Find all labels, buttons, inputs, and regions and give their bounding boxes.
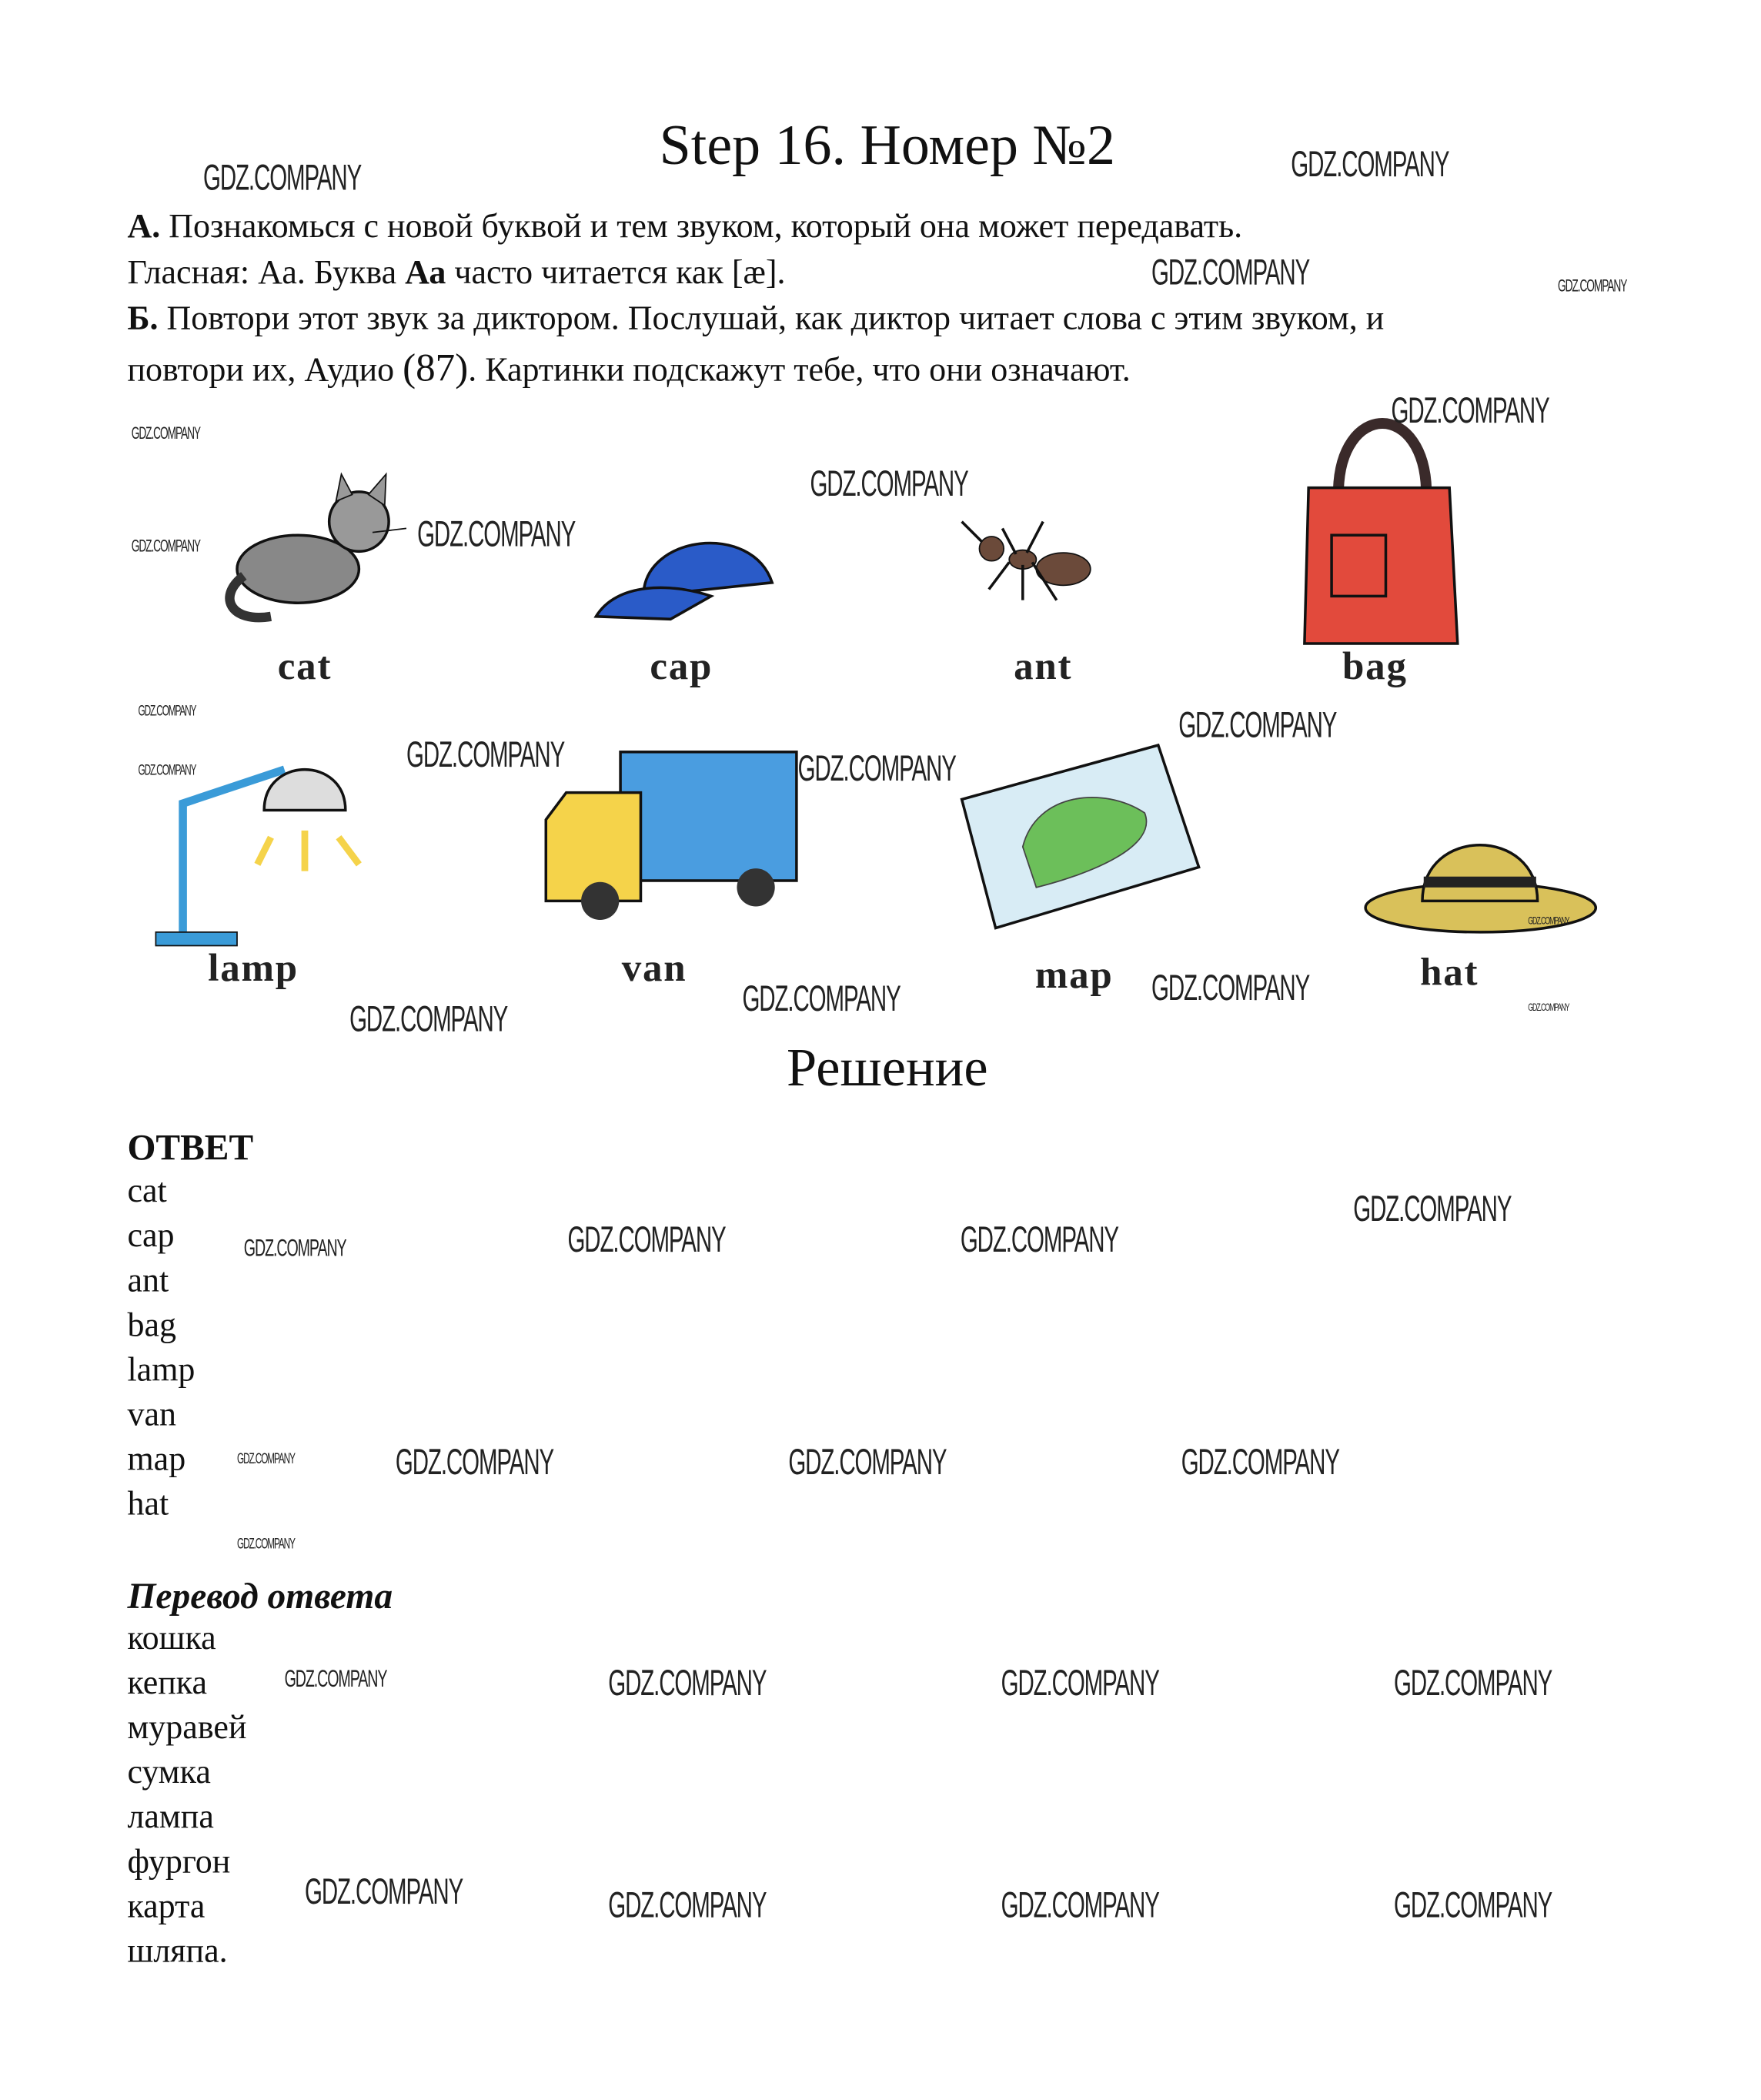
- answer-item: cat: [127, 1173, 167, 1210]
- watermark: GDZ.COMPANY: [788, 1441, 947, 1483]
- task-b-text: Повтори этот звук за диктором. Послушай, как диктор читает слова с этим звуком, и: [166, 300, 1385, 338]
- watermark: GDZ.COMPANY: [131, 423, 201, 443]
- watermark: GDZ.COMPANY: [797, 747, 956, 789]
- watermark: GDZ.COMPANY: [243, 1234, 346, 1262]
- translation-item: карта: [127, 1888, 206, 1925]
- translation-item: фургон: [127, 1844, 231, 1881]
- watermark: GDZ.COMPANY: [1178, 704, 1337, 745]
- watermark: GDZ.COMPANY: [1528, 1001, 1569, 1014]
- watermark: GDZ.COMPANY: [1001, 1662, 1159, 1704]
- watermark: GDZ.COMPANY: [284, 1665, 387, 1693]
- translation-item: кошка: [127, 1620, 216, 1657]
- vowel-text: Гласная: Аа. Буква: [127, 254, 406, 292]
- ant-icon: [948, 508, 1104, 610]
- page-title: Step 16. Номер №2: [659, 115, 1115, 178]
- task-b: [127, 301, 1384, 339]
- translation-item: шляпа.: [127, 1933, 228, 1971]
- watermark: GDZ.COMPANY: [138, 703, 196, 720]
- watermark: GDZ.COMPANY: [406, 734, 565, 775]
- cap-icon: [590, 522, 786, 630]
- answer-item: van: [127, 1396, 176, 1434]
- answer-item: map: [127, 1441, 186, 1479]
- vowel-text-2: часто читается как [æ].: [446, 254, 786, 292]
- watermark: GDZ.COMPANY: [567, 1219, 726, 1260]
- watermark: GDZ.COMPANY: [1151, 967, 1310, 1008]
- watermark: GDZ.COMPANY: [1394, 1662, 1552, 1704]
- van-icon: [539, 738, 803, 931]
- picture-label-cat: cat: [277, 644, 332, 689]
- task-a-text: Познакомься с новой буквой и тем звуком, который она может передавать.: [169, 209, 1243, 246]
- watermark: GDZ.COMPANY: [1353, 1188, 1512, 1229]
- watermark: GDZ.COMPANY: [138, 762, 196, 779]
- solution-heading: Решение: [787, 1036, 988, 1098]
- watermark: GDZ.COMPANY: [960, 1219, 1119, 1260]
- translation-item: кепка: [127, 1665, 208, 1702]
- task-b-2: [127, 347, 1130, 392]
- watermark: GDZ.COMPANY: [305, 1871, 463, 1912]
- answer-item: lamp: [127, 1352, 195, 1389]
- vowel-bold: Аа: [405, 254, 446, 292]
- picture-label-bag: bag: [1342, 644, 1408, 689]
- task-b-text-2a: повтори их, Аудио: [127, 352, 403, 390]
- watermark: GDZ.COMPANY: [1394, 1884, 1552, 1925]
- watermark: GDZ.COMPANY: [1391, 390, 1549, 431]
- watermark: GDZ.COMPANY: [349, 998, 508, 1039]
- picture-label-cap: cap: [650, 644, 713, 689]
- watermark: GDZ.COMPANY: [1291, 143, 1449, 185]
- translation-item: лампа: [127, 1799, 214, 1836]
- watermark: GDZ.COMPANY: [237, 1450, 295, 1468]
- task-b-label: Б.: [127, 300, 159, 338]
- watermark: GDZ.COMPANY: [608, 1662, 767, 1704]
- watermark: GDZ.COMPANY: [237, 1536, 295, 1553]
- task-a-label: А.: [127, 209, 161, 246]
- picture-label-van: van: [621, 947, 687, 991]
- watermark: GDZ.COMPANY: [1558, 276, 1627, 296]
- task-b-text-2b: . Картинки подскажут тебе, что они означают.: [468, 352, 1131, 390]
- audio-number: (87): [403, 346, 469, 390]
- watermark: GDZ.COMPANY: [810, 463, 968, 504]
- translation-heading: Перевод ответа: [127, 1575, 393, 1617]
- watermark: GDZ.COMPANY: [1181, 1441, 1339, 1483]
- answer-item: ant: [127, 1262, 169, 1299]
- picture-label-map: map: [1034, 954, 1114, 998]
- watermark: GDZ.COMPANY: [1001, 1884, 1159, 1925]
- watermark: GDZ.COMPANY: [203, 157, 362, 198]
- watermark: GDZ.COMPANY: [395, 1441, 554, 1483]
- watermark: GDZ.COMPANY: [417, 513, 576, 554]
- picture-label-hat: hat: [1420, 951, 1479, 995]
- watermark: GDZ.COMPANY: [608, 1884, 767, 1925]
- picture-label-ant: ant: [1014, 644, 1073, 689]
- watermark: GDZ.COMPANY: [1528, 915, 1569, 927]
- watermark: GDZ.COMPANY: [131, 536, 201, 556]
- translation-item: муравей: [127, 1710, 247, 1747]
- answer-item: cap: [127, 1218, 175, 1255]
- watermark: GDZ.COMPANY: [742, 978, 901, 1019]
- bag-icon: [1298, 400, 1467, 657]
- translation-item: сумка: [127, 1754, 211, 1791]
- vowel-line: [127, 255, 785, 293]
- task-a: [127, 209, 1242, 246]
- map-icon: [955, 738, 1206, 935]
- watermark: GDZ.COMPANY: [1151, 252, 1310, 293]
- cat-icon: [217, 467, 413, 630]
- answer-item: hat: [127, 1486, 169, 1523]
- picture-label-lamp: lamp: [208, 947, 299, 991]
- answer-item: bag: [127, 1307, 176, 1344]
- answer-heading: ОТВЕТ: [127, 1127, 254, 1169]
